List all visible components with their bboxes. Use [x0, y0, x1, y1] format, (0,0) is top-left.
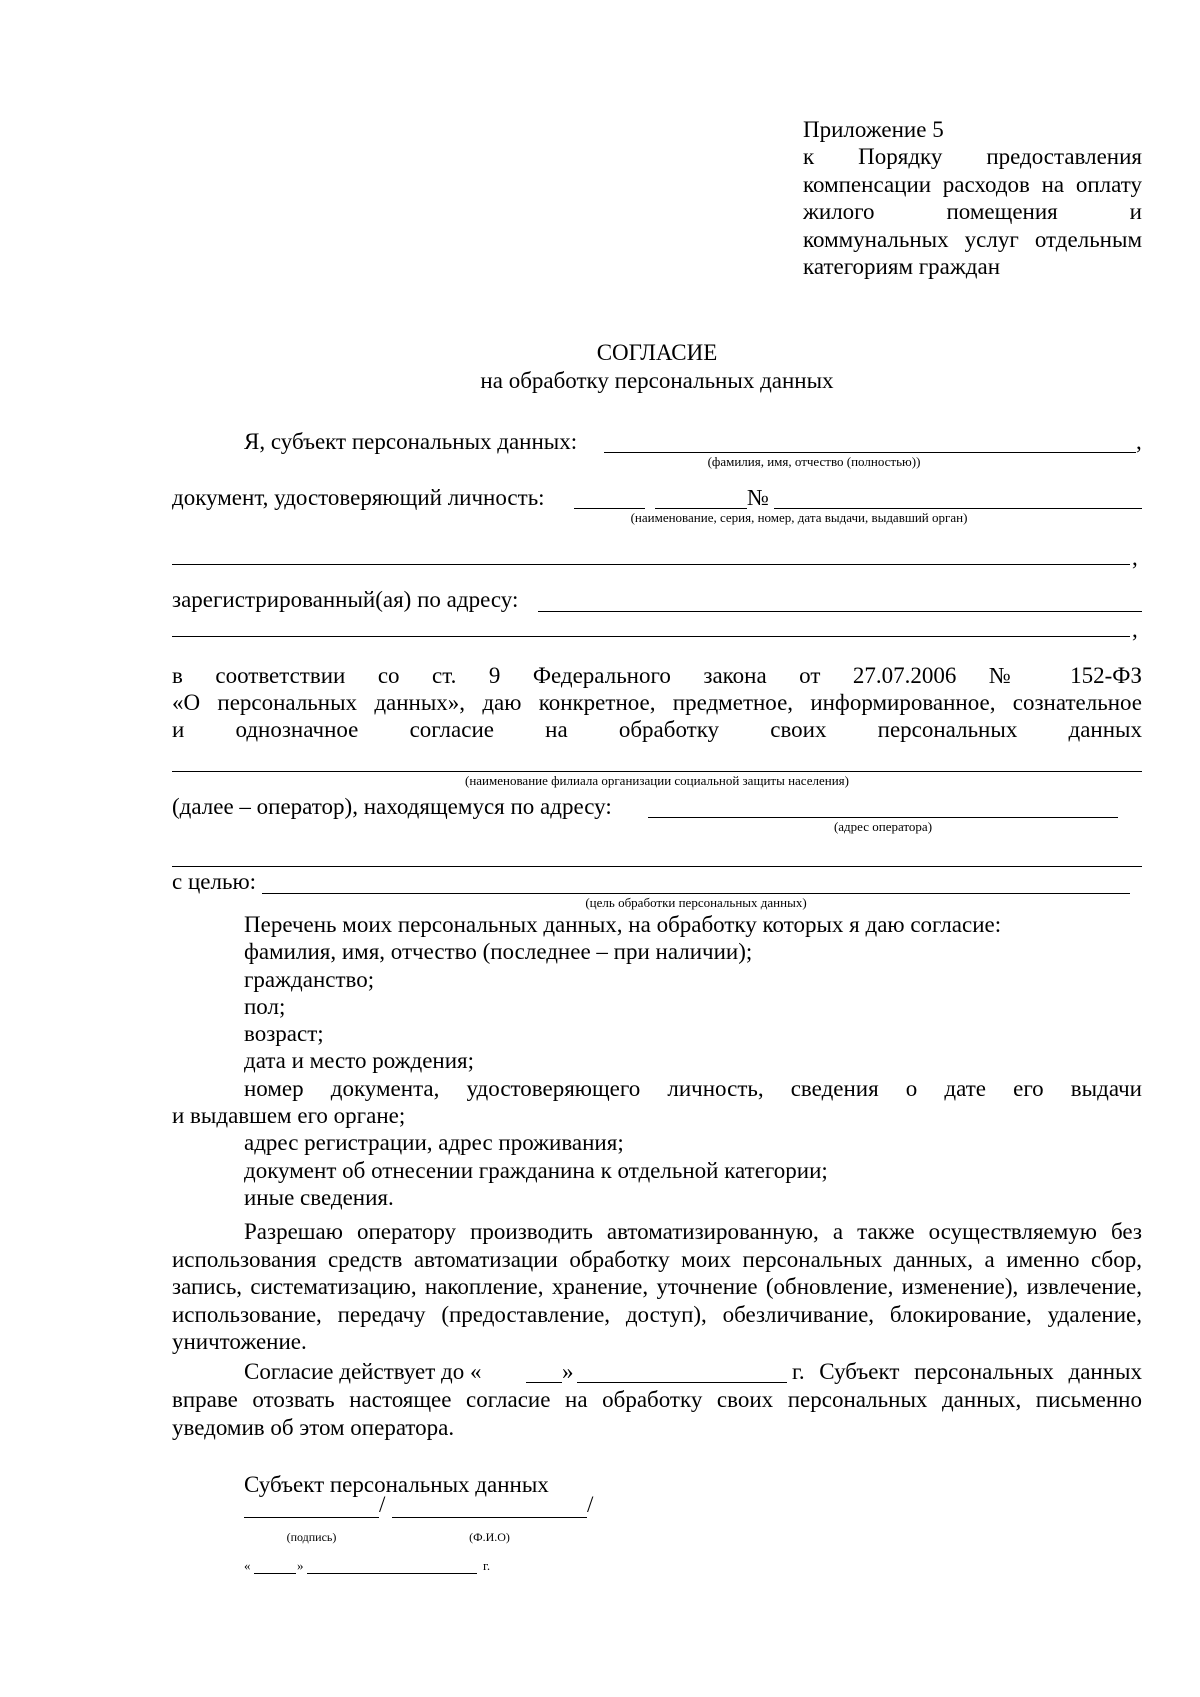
personal-data-list: [172, 911, 1142, 1211]
document-continuation-field[interactable]: [172, 564, 1130, 565]
document-subtitle: на обработку персональных данных: [480, 368, 834, 393]
signature-slash: /: [379, 1492, 386, 1517]
consent-line-1: в соответствии со ст. 9 Федерального закона от 27.07.2006 № 152-ФЗ: [172, 663, 1142, 688]
document-series-field[interactable]: [655, 508, 747, 509]
appendix-line-2: к Порядку предоставления: [803, 144, 1142, 170]
validity-prefix: Согласие действует до «: [244, 1359, 482, 1384]
subject-name-field[interactable]: [604, 452, 1136, 453]
address-field[interactable]: [538, 611, 1142, 612]
signature-date-year: г.: [483, 1558, 491, 1573]
signature-caption: (подпись): [286, 1530, 337, 1544]
document-comma: ,: [1132, 545, 1138, 570]
list-item: иные сведения.: [244, 1184, 394, 1210]
number-sign: №: [747, 485, 769, 510]
list-item: возраст;: [244, 1021, 324, 1047]
signature-date-close: »: [297, 1558, 304, 1573]
purpose-caption: (цель обработки персональных данных): [585, 895, 807, 910]
signature-date-open: «: [244, 1558, 251, 1573]
validity-rest-text: вправе отозвать настоящее согласие на обработку своих персональных данных, письменно уведомив об этом оператора.: [172, 1387, 1142, 1440]
document-label: документ, удостоверяющий личность:: [172, 485, 545, 510]
document-name-field[interactable]: [574, 508, 645, 509]
operator-caption: (адрес оператора): [833, 819, 933, 834]
list-intro: Перечень моих персональных данных, на обработку которых я даю согласие:: [244, 912, 1002, 937]
signature-field[interactable]: [244, 1517, 379, 1518]
operator-address-continuation-field[interactable]: [172, 866, 1142, 867]
operator-address-field[interactable]: [648, 817, 1118, 818]
consent-line-3: и однозначное согласие на обработку своих персональных данных: [172, 717, 1142, 742]
list-item: пол;: [244, 993, 286, 1019]
full-name-caption: (Ф.И.О): [469, 1530, 510, 1544]
document-title: СОГЛАСИЕ: [596, 340, 718, 365]
list-item: фамилия, имя, отчество (последнее – при наличии);: [244, 939, 753, 965]
subject-label: Я, субъект персональных данных:: [244, 429, 578, 454]
address-continuation-field[interactable]: [172, 636, 1130, 637]
appendix-line-6: категориям граждан: [803, 254, 1001, 280]
list-item-document-line-2: и выдавшем его органе;: [172, 1103, 406, 1129]
address-comma: ,: [1132, 617, 1138, 642]
list-item-document-line-1: номер документа, удостоверяющего личность, сведения о дате его выдачи: [244, 1075, 1142, 1101]
document-number-field[interactable]: [774, 508, 1142, 509]
signature-date-day-field[interactable]: [254, 1573, 296, 1574]
subject-comma: ,: [1136, 429, 1142, 454]
full-name-slash: /: [587, 1492, 594, 1517]
validity-day-field[interactable]: [526, 1382, 562, 1383]
list-item: документ об отнесении гражданина к отдельной категории;: [244, 1157, 828, 1183]
appendix-line-4: жилого помещения и: [803, 199, 1142, 225]
validity-month-year-field[interactable]: [577, 1382, 787, 1383]
consent-line-2: «О персональных данных», даю конкретное, предметное, информированное, сознательное: [172, 690, 1142, 715]
full-name-field[interactable]: [392, 1517, 587, 1518]
permission-paragraph: [172, 1218, 1142, 1356]
list-item: гражданство;: [244, 966, 375, 992]
purpose-field[interactable]: [262, 893, 1130, 894]
validity-quote-close: »: [562, 1359, 574, 1384]
purpose-label: с целью:: [172, 869, 257, 894]
list-item: дата и место рождения;: [244, 1048, 475, 1074]
signature-heading: Субъект персональных данных: [244, 1472, 549, 1497]
subject-caption: (фамилия, имя, отчество (полностью)): [707, 454, 921, 469]
signature-date-month-year-field[interactable]: [307, 1573, 477, 1574]
branch-name-field[interactable]: [172, 771, 1142, 772]
validity-rest-paragraph: [172, 1386, 1142, 1441]
branch-caption: (наименование филиала организации социальной защиты населения): [465, 773, 849, 788]
permission-text: Разрешаю оператору производить автоматизированную, а также осуществляемую без использования средств автоматизации обработку моих персональных данных, а именно сбор, запись, систематизацию, накопление, хранение, уточнение (обновление, изменение), извлечение, использование, передачу (предоставление, доступ), обезличивание, блокирование, удаление, уничтожение.: [172, 1219, 1142, 1354]
list-item: адрес регистрации, адрес проживания;: [244, 1130, 624, 1156]
validity-suffix: г. Субъект персональных данных: [792, 1359, 1142, 1384]
address-label: зарегистрированный(ая) по адресу:: [172, 587, 519, 612]
appendix-line-5: коммунальных услуг отдельным: [803, 226, 1142, 252]
appendix-line-3: компенсации расходов на оплату: [803, 171, 1142, 197]
appendix-line-1: Приложение 5: [803, 117, 944, 142]
appendix-header: [803, 116, 1142, 280]
document-caption: (наименование, серия, номер, дата выдачи, выдавший орган): [630, 510, 968, 525]
operator-label: (далее – оператор), находящемуся по адресу:: [172, 794, 612, 819]
